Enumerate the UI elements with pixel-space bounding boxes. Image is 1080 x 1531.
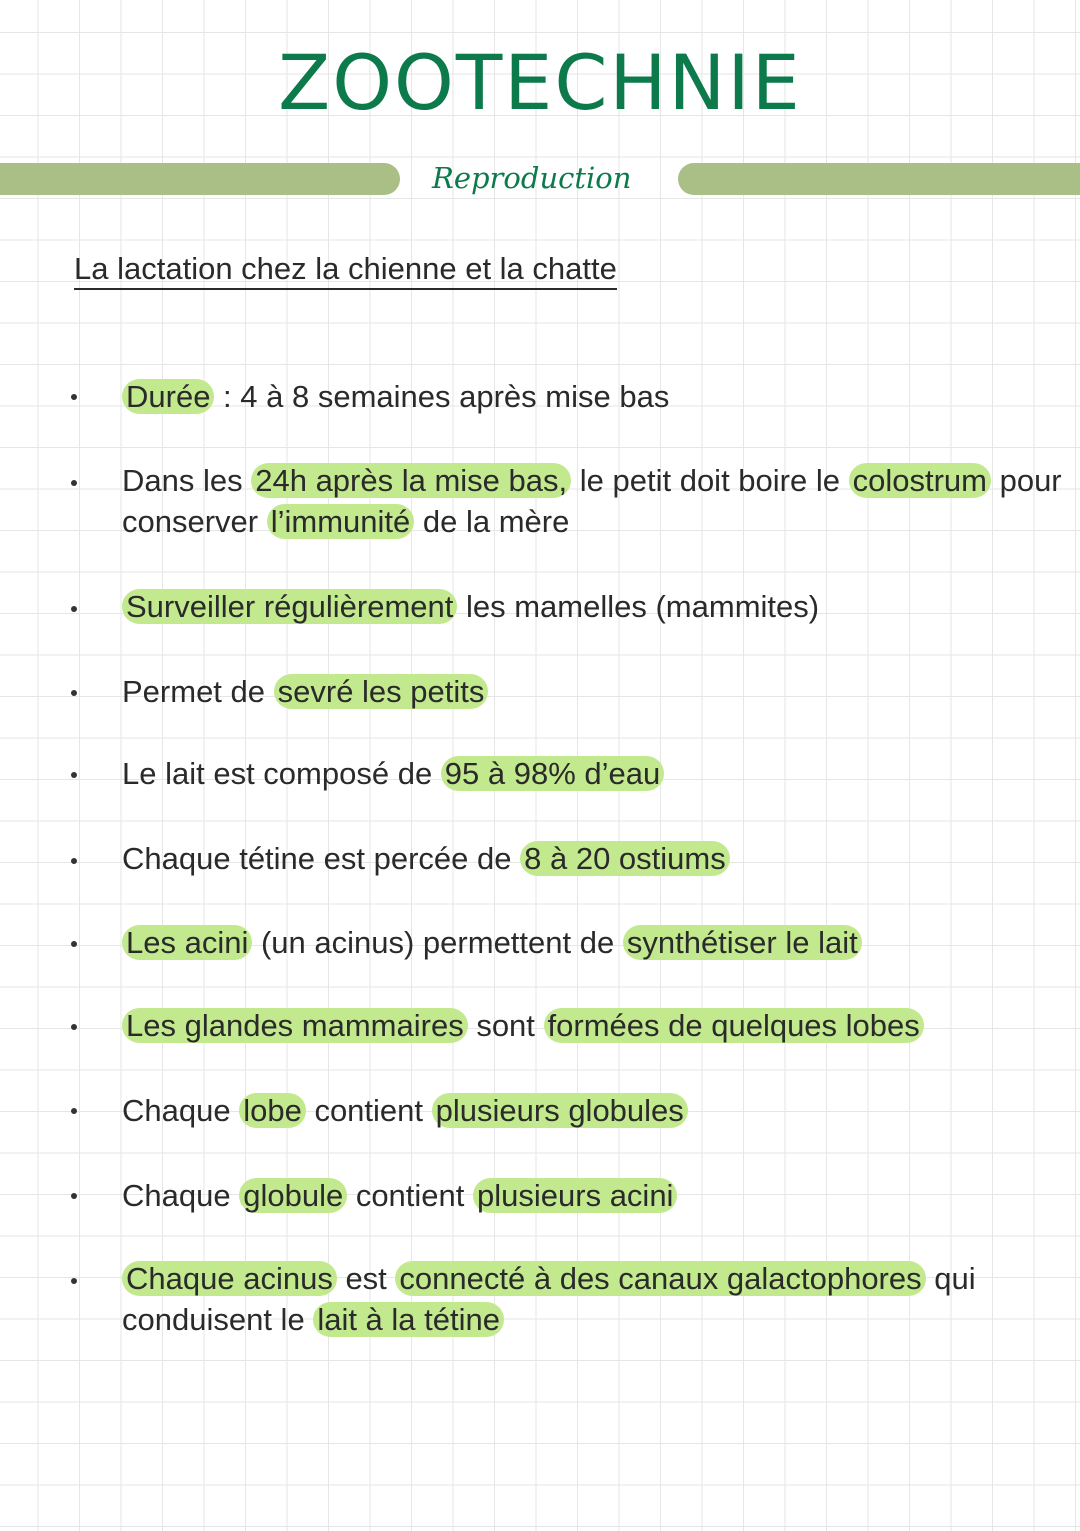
- bullet-icon: [71, 1108, 77, 1114]
- text-span: Chaque: [122, 1178, 240, 1213]
- text-span: le petit doit boire le: [571, 463, 849, 498]
- list-item-text: [122, 376, 1067, 417]
- text-span: plusieurs acini: [473, 1178, 677, 1213]
- bullet-icon: [71, 772, 77, 778]
- text-span: qui conduisent le: [122, 1261, 976, 1337]
- header-band-right: [678, 163, 1080, 195]
- text-span: lobe: [239, 1093, 306, 1128]
- list-item-text: [122, 922, 1067, 963]
- text-span: Chaque acinus: [122, 1261, 337, 1296]
- list-item-text: [122, 1258, 1067, 1340]
- page-title: ZOOTECHNIE: [278, 38, 802, 127]
- bullet-icon: [71, 394, 77, 400]
- text-span: connecté à des canaux galactophores: [395, 1261, 925, 1296]
- text-span: synthétiser le lait: [623, 925, 862, 960]
- text-span: globule: [239, 1178, 347, 1213]
- text-span: lait à la tétine: [313, 1302, 504, 1337]
- bullet-icon: [71, 606, 77, 612]
- list-item-text: [122, 460, 1067, 542]
- text-span: colostrum: [849, 463, 991, 498]
- text-span: sevré les petits: [274, 674, 489, 709]
- text-span: Dans les: [122, 463, 252, 498]
- list-item-text: [122, 671, 1067, 712]
- section-heading: La lactation chez la chienne et la chatte: [74, 250, 617, 290]
- text-span: Permet de: [122, 674, 274, 709]
- bullet-icon: [71, 480, 77, 486]
- bullet-icon: [71, 1278, 77, 1284]
- text-span: : 4 à 8 semaines après mise bas: [214, 379, 670, 414]
- text-span: Chaque: [122, 1093, 240, 1128]
- text-span: est: [336, 1261, 396, 1296]
- text-span: Durée: [122, 379, 214, 414]
- text-span: de la mère: [414, 504, 570, 539]
- text-span: 95 à 98% d’eau: [441, 756, 664, 791]
- text-span: les mamelles (mammites): [457, 589, 820, 624]
- text-span: (un acinus) permettent de: [252, 925, 623, 960]
- bullet-icon: [71, 690, 77, 696]
- page-subtitle: Reproduction: [432, 161, 632, 195]
- text-span: Chaque tétine est percée de: [122, 841, 521, 876]
- list-item-text: [122, 1005, 1067, 1046]
- list-item-text: [122, 586, 1067, 627]
- text-span: 24h après la mise bas,: [251, 463, 571, 498]
- bullet-icon: [71, 941, 77, 947]
- header-band-left: [0, 163, 400, 195]
- text-span: Les glandes mammaires: [122, 1008, 468, 1043]
- text-span: plusieurs globules: [432, 1093, 688, 1128]
- text-span: formées de quelques lobes: [544, 1008, 924, 1043]
- list-item-text: [122, 1175, 1067, 1216]
- bullet-icon: [71, 1024, 77, 1030]
- text-span: Le lait est composé de: [122, 756, 441, 791]
- text-span: l’immunité: [267, 504, 415, 539]
- bullet-icon: [71, 1193, 77, 1199]
- list-item-text: [122, 753, 1067, 794]
- list-item-text: [122, 1090, 1067, 1131]
- text-span: pour conserver: [122, 463, 1062, 539]
- text-span: contient: [305, 1093, 432, 1128]
- text-span: 8 à 20 ostiums: [520, 841, 730, 876]
- list-item-text: [122, 838, 1067, 879]
- text-span: Les acini: [122, 925, 252, 960]
- text-span: Surveiller régulièrement: [122, 589, 457, 624]
- text-span: contient: [347, 1178, 474, 1213]
- bullet-icon: [71, 858, 77, 864]
- text-span: sont: [467, 1008, 544, 1043]
